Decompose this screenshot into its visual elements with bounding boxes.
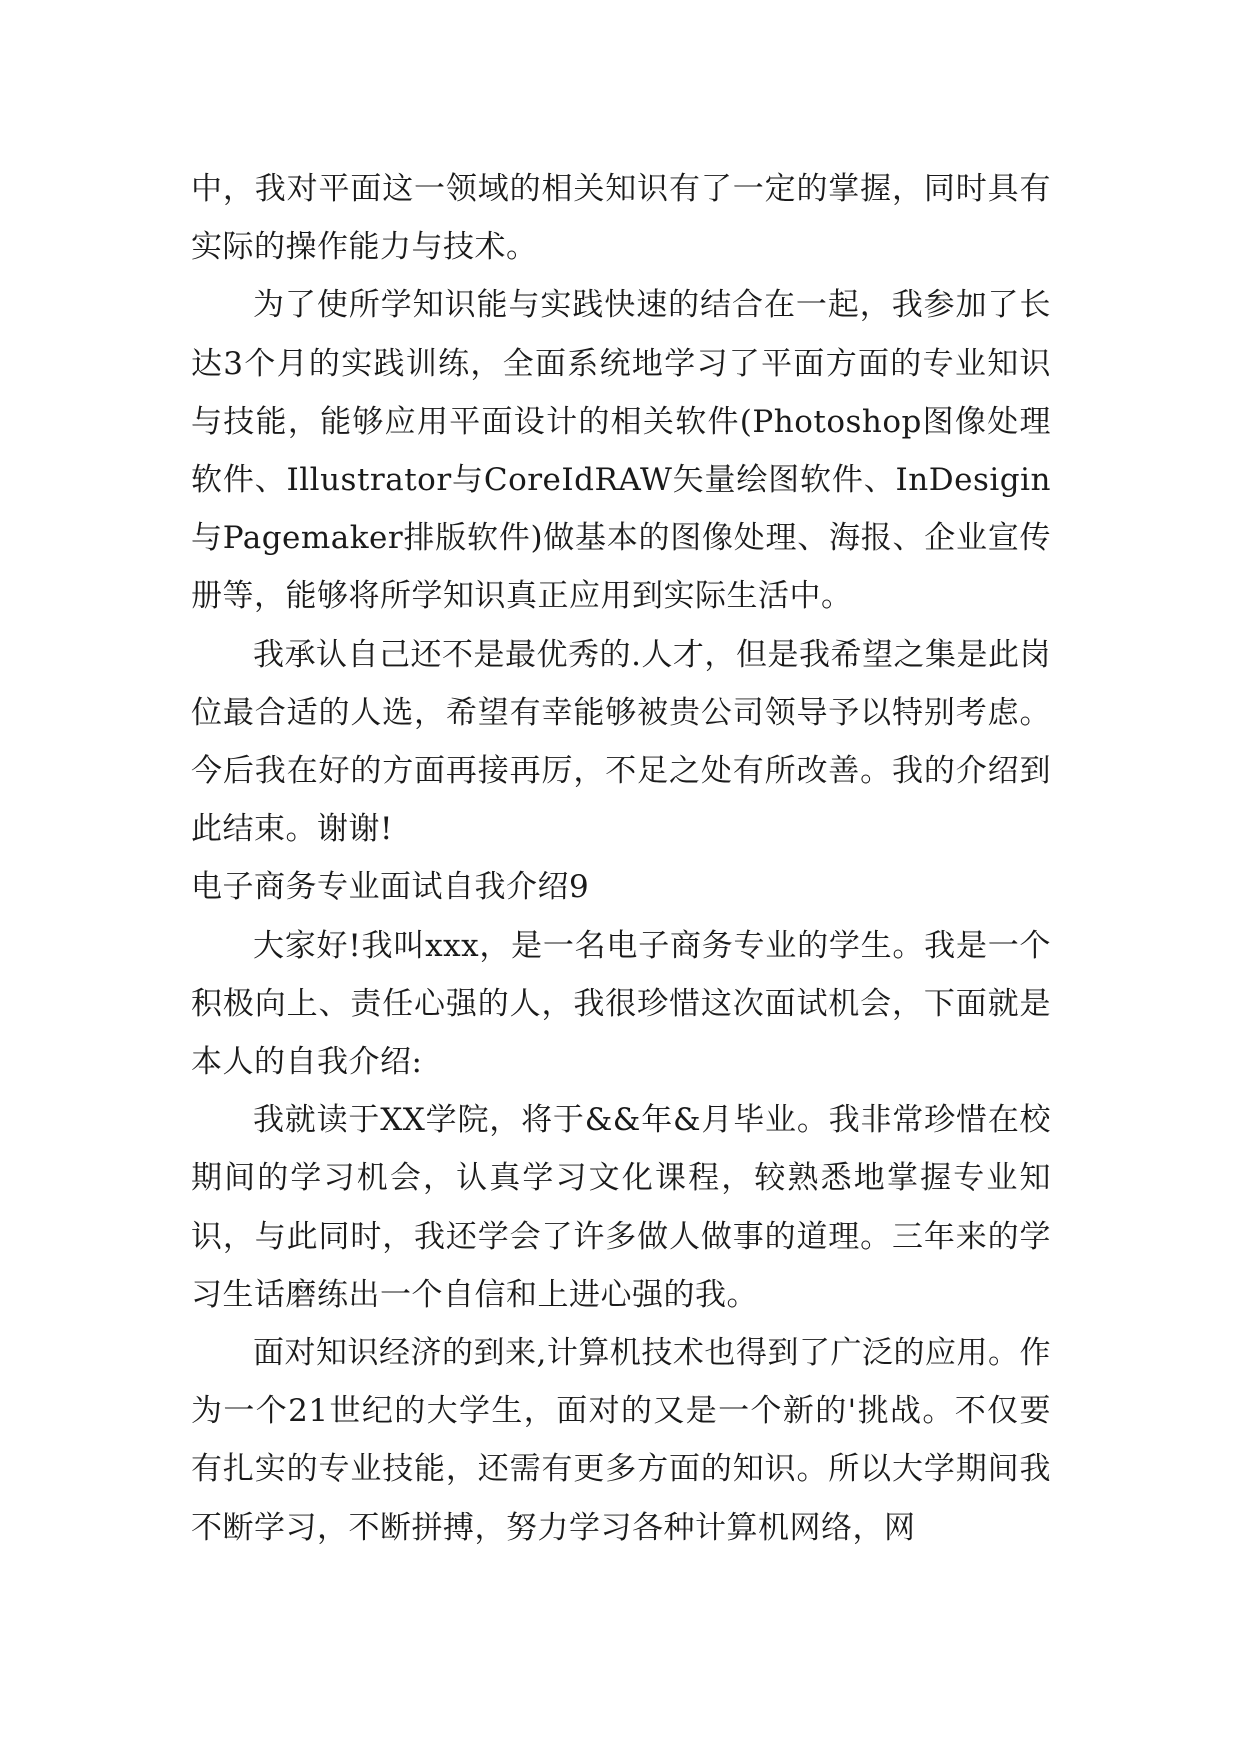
document-body: [191, 160, 1051, 1557]
paragraph-practice-training: 为了使所学知识能与实践快速的结合在一起，我参加了长达3个月的实践训练，全面系统地学习了平面方面的专业知识与技能，能够应用平面设计的相关软件(Photoshop图像处理软件、Illustrator与CoreIdRAW矢量绘图软件、InDesigin与Pagemaker排版软件)做基本的图像处理、海报、企业宣传册等，能够将所学知识真正应用到实际生活中。: [191, 287, 1051, 615]
paragraph-continuation: 中，我对平面这一领域的相关知识有了一定的掌握，同时具有实际的操作能力与技术。: [191, 171, 1051, 266]
section-heading: 电子商务专业面试自我介绍9: [191, 869, 590, 906]
paragraph-greeting: 大家好!我叫xxx，是一名电子商务专业的学生。我是一个积极向上、责任心强的人，我很珍惜这次面试机会，下面就是本人的自我介绍:: [191, 927, 1051, 1081]
paragraph-education: 我就读于XX学院，将于&&年&月毕业。我非常珍惜在校期间的学习机会，认真学习文化课程，较熟悉地掌握专业知识，与此同时，我还学会了许多做人做事的道理。三年来的学习生话磨练出一个自信和上进心强的我。: [191, 1102, 1051, 1313]
paragraph-skills: 面对知识经济的到来,计算机技术也得到了广泛的应用。作为一个21世纪的大学生，面对的又是一个新的'挑战。不仅要有扎实的专业技能，还需有更多方面的知识。所以大学期间我不断学习，不断拼搏，努力学习各种计算机网络，网: [191, 1335, 1051, 1546]
paragraph-closing: 我承认自己还不是最优秀的.人才，但是我希望之集是此岗位最合适的人选，希望有幸能够被贵公司领导予以特别考虑。今后我在好的方面再接再厉，不足之处有所改善。我的介绍到此结束。谢谢!: [191, 636, 1051, 848]
